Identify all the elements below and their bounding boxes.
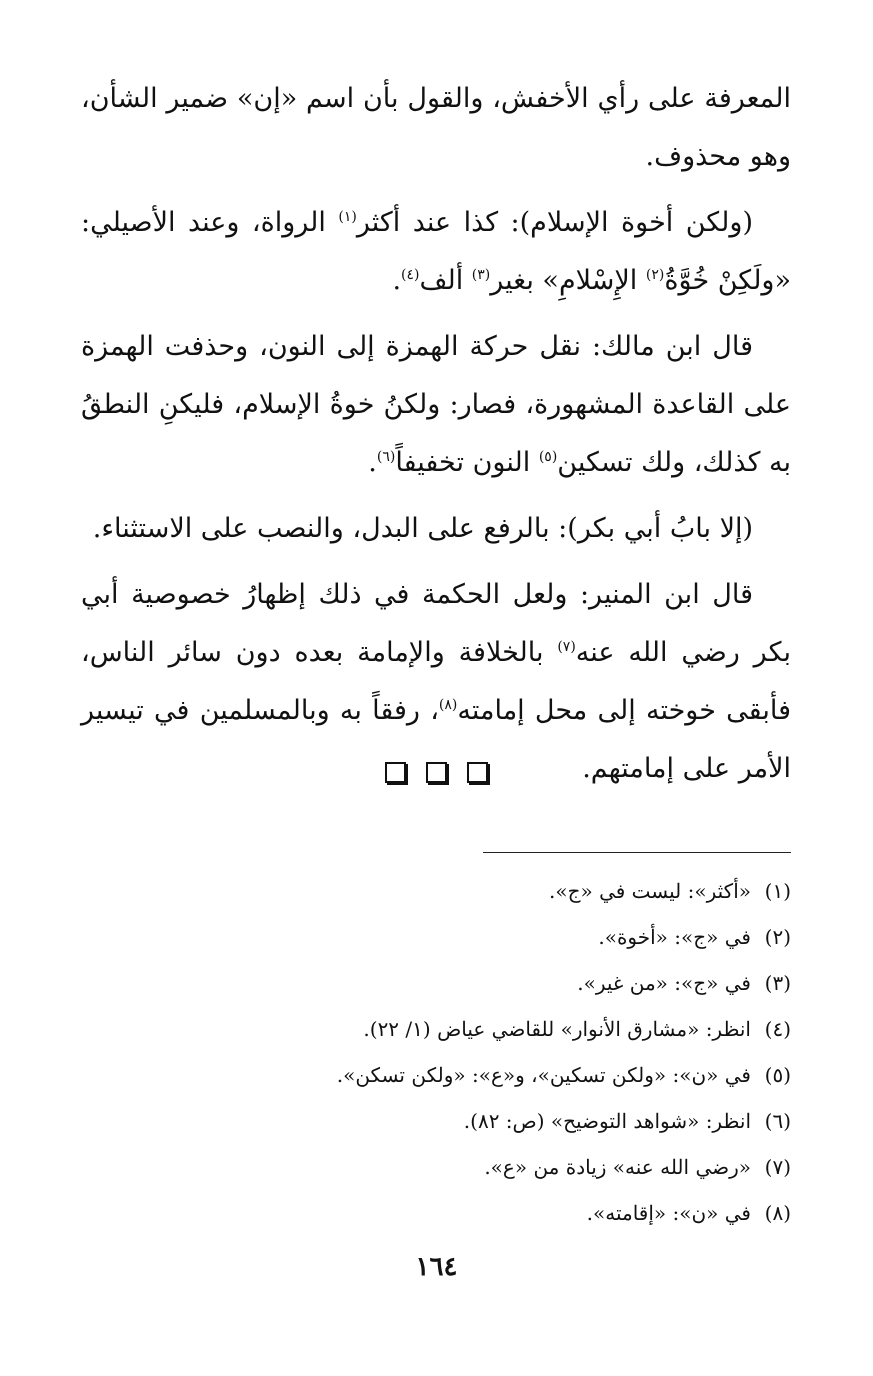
footnote-item bbox=[81, 1006, 791, 1052]
text-segment: الإِسْلامِ» بغير bbox=[490, 265, 638, 296]
footnote-text: في «ج»: «أخوة». bbox=[598, 925, 751, 949]
footnote-item bbox=[81, 914, 791, 960]
footnote-number: (٤) bbox=[764, 1017, 791, 1041]
footnote-number: (٨) bbox=[764, 1201, 791, 1225]
text-segment: قال ابن المنير: ولعل الحكمة في ذلك إظهارُ خصوصية أبي بكر رضي الله عنه bbox=[81, 579, 791, 668]
paragraph-1 bbox=[81, 70, 791, 186]
footnote-number: (١) bbox=[764, 879, 791, 903]
footnote-text: انظر: «مشارق الأنوار» للقاضي عياض (١/ ٢٢). bbox=[363, 1017, 751, 1041]
text-segment: قال ابن مالك: نقل حركة الهمزة إلى النون، وحذفت الهمزة على القاعدة المشهورة، فصار: ولكنُ خوةُ الإسلام، فليكنِ النطقُ به كذلك، ولك تسكين bbox=[81, 331, 791, 478]
footnote-ref-3[interactable]: (٣) bbox=[471, 267, 491, 283]
square-ornament-icon bbox=[426, 762, 447, 783]
footnote-item bbox=[81, 960, 791, 1006]
footnote-ref-7[interactable]: (٧) bbox=[557, 639, 576, 655]
paragraph-4 bbox=[81, 500, 791, 558]
footnote-item bbox=[81, 1190, 791, 1236]
footnote-text: في «ج»: «من غير». bbox=[577, 971, 751, 995]
footnote-number: (٥) bbox=[764, 1063, 791, 1087]
text-segment: (ولكن أخوة الإسلام): كذا عند أكثر bbox=[356, 207, 753, 238]
text-segment: . bbox=[368, 447, 377, 478]
footnote-item bbox=[81, 1144, 791, 1190]
main-text bbox=[81, 70, 791, 806]
footnote-number: (٦) bbox=[764, 1109, 791, 1133]
footnote-number: (٢) bbox=[764, 925, 791, 949]
footnote-number: (٧) bbox=[764, 1155, 791, 1179]
footnote-text: انظر: «شواهد التوضيح» (ص: ٨٢). bbox=[463, 1109, 751, 1133]
footnote-text: «رضي الله عنه» زيادة من «ع». bbox=[484, 1155, 751, 1179]
footnote-ref-5[interactable]: (٥) bbox=[538, 449, 558, 465]
footnote-divider bbox=[483, 852, 791, 853]
footnote-number: (٣) bbox=[764, 971, 791, 995]
text-segment: ، رفقاً به وبالمسلمين في تيسير الأمر على إمامتهم. bbox=[81, 695, 791, 784]
text-segment: النون تخفيفاً bbox=[395, 447, 531, 478]
paragraph-2 bbox=[81, 194, 791, 310]
square-ornament-icon bbox=[385, 762, 406, 783]
text-segment: ألف bbox=[419, 265, 464, 296]
square-ornament-icon bbox=[467, 762, 488, 783]
footnote-text: «أكثر»: ليست في «ج». bbox=[548, 879, 751, 903]
footnote-item bbox=[81, 868, 791, 914]
paragraph-1-text: المعرفة على رأي الأخفش، والقول بأن اسم «إن» ضمير الشأن، وهو محذوف. bbox=[81, 83, 791, 172]
footnote-ref-6[interactable]: (٦) bbox=[376, 449, 396, 465]
footnote-text: في «ن»: «إقامته». bbox=[586, 1201, 751, 1225]
page-number: ١٦٤ bbox=[415, 1252, 458, 1282]
footnote-text: في «ن»: «ولكن تسكين»، و«ع»: «ولكن تسكن». bbox=[336, 1063, 751, 1087]
footnote-ref-4[interactable]: (٤) bbox=[401, 267, 420, 283]
text-segment: بالخلافة والإمامة بعده دون سائر الناس، فأبقى خوخته إلى محل إمامته bbox=[81, 637, 791, 726]
paragraph-3 bbox=[81, 318, 791, 492]
footnote-item bbox=[81, 1098, 791, 1144]
footnote-ref-8[interactable]: (٨) bbox=[438, 697, 458, 713]
text-segment: الرواة، وعند الأصيلي: «ولَكِنْ خُوَّةُ bbox=[81, 207, 791, 296]
footnote-item bbox=[81, 1052, 791, 1098]
text-segment: . bbox=[392, 265, 402, 296]
section-separator bbox=[0, 762, 873, 787]
footnotes-list bbox=[81, 868, 791, 1236]
footnote-ref-2[interactable]: (٢) bbox=[645, 267, 665, 283]
footnote-ref-1[interactable]: (١) bbox=[338, 209, 357, 225]
paragraph-4-text: (إلا بابُ أبي بكر): بالرفع على البدل، والنصب على الاستثناء. bbox=[92, 513, 753, 544]
